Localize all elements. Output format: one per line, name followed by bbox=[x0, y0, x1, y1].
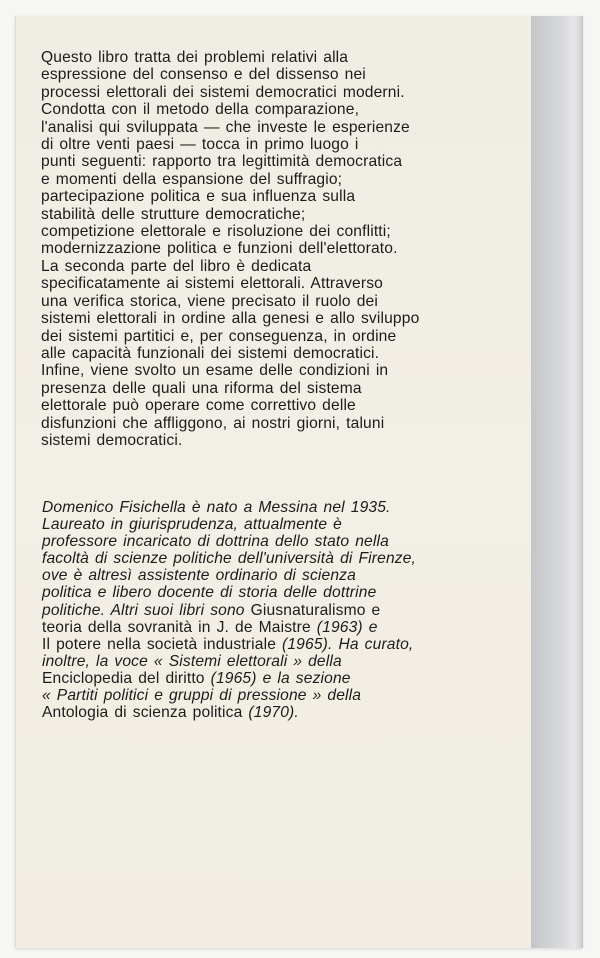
description-line: Condotta con il metodo della comparazione, bbox=[41, 101, 360, 119]
description-line: l'analisi qui sviluppata — che investe le esperienze bbox=[41, 118, 410, 136]
bio-line: Laureato in giurisprudenza, attualmente è bbox=[42, 516, 342, 534]
bio-line bbox=[42, 670, 522, 687]
bio-line bbox=[42, 636, 522, 653]
description-line: specificatamente ai sistemi elettorali. Attraverso bbox=[41, 275, 383, 293]
book-title: Antologia di scienza politica bbox=[42, 704, 249, 722]
description-line: competizione elettorale e risoluzione dei conflitti; bbox=[41, 223, 391, 241]
book-title: Il potere nella società industriale bbox=[42, 635, 283, 653]
book-title: Enciclopedia del diritto bbox=[42, 669, 211, 687]
bio-text: (1965) e la sezione bbox=[210, 669, 351, 687]
bio-text: (1965). Ha curato, bbox=[282, 635, 414, 653]
description-line: La seconda parte del libro è dedicata bbox=[41, 257, 312, 275]
description-line: e momenti della espansione del suffragio; bbox=[41, 170, 343, 188]
bio-line: politica e libero docente di storia delle dottrine bbox=[42, 584, 377, 602]
bio-text: politiche. Altri suoi libri sono bbox=[42, 601, 251, 619]
description-line: dei sistemi partitici e, per conseguenza, in ordine bbox=[41, 327, 397, 345]
book-spine bbox=[531, 16, 583, 948]
description-line: disfunzioni che affliggono, ai nostri giorni, taluni bbox=[41, 414, 385, 432]
bio-line bbox=[42, 704, 522, 721]
description-line: stabilità delle strutture democratiche; bbox=[41, 205, 306, 223]
description-line: sistemi democratici. bbox=[41, 431, 183, 449]
description-line: elettorale può operare come correttivo delle bbox=[41, 397, 356, 415]
bio-line: Domenico Fisichella è nato a Messina nel 1935. bbox=[42, 499, 391, 516]
description-line: processi elettorali dei sistemi democratici moderni. bbox=[41, 83, 405, 101]
bio-text: (1963) e bbox=[316, 618, 378, 636]
bio-line: ove è altresì assistente ordinario di scienza bbox=[42, 567, 356, 585]
bio-line: « Partiti politici e gruppi di pressione » della bbox=[42, 687, 362, 705]
bio-line: professore incaricato di dottrina dello stato nella bbox=[42, 533, 389, 551]
description-line: di oltre venti paesi — tocca in primo luogo i bbox=[41, 136, 359, 154]
book-title: Giusnaturalismo e bbox=[250, 601, 381, 619]
bio-line bbox=[42, 619, 522, 636]
bio-line: facoltà di scienze politiche dell'università di Firenze, bbox=[42, 550, 417, 568]
description-line: Questo libro tratta dei problemi relativi alla bbox=[41, 49, 349, 66]
description-line: partecipazione politica e sua influenza sulla bbox=[41, 188, 356, 206]
description-line: una verifica storica, viene precisato il ruolo dei bbox=[41, 292, 378, 310]
book-back-cover bbox=[15, 16, 582, 948]
description-line: presenza delle quali una riforma del sistema bbox=[41, 379, 362, 397]
author-bio bbox=[42, 499, 522, 721]
description-line: modernizzazione politica e funzioni dell'elettorato. bbox=[41, 240, 398, 258]
description-line: Infine, viene svolto un esame delle condizioni in bbox=[41, 362, 389, 380]
bio-line bbox=[42, 602, 522, 619]
book-title: teoria della sovranità in J. de Maistre bbox=[42, 618, 317, 636]
description-line: punti seguenti: rapporto tra legittimità democratica bbox=[41, 153, 403, 171]
description-line: alle capacità funzionali dei sistemi democratici. bbox=[41, 344, 380, 362]
book-description bbox=[41, 49, 521, 449]
bio-line: inoltre, la voce « Sistemi elettorali » della bbox=[42, 652, 342, 670]
description-line: espressione del consenso e del dissenso nei bbox=[41, 66, 366, 84]
bio-text: (1970). bbox=[248, 704, 299, 722]
description-line: sistemi elettorali in ordine alla genesi e allo sviluppo bbox=[41, 310, 420, 328]
